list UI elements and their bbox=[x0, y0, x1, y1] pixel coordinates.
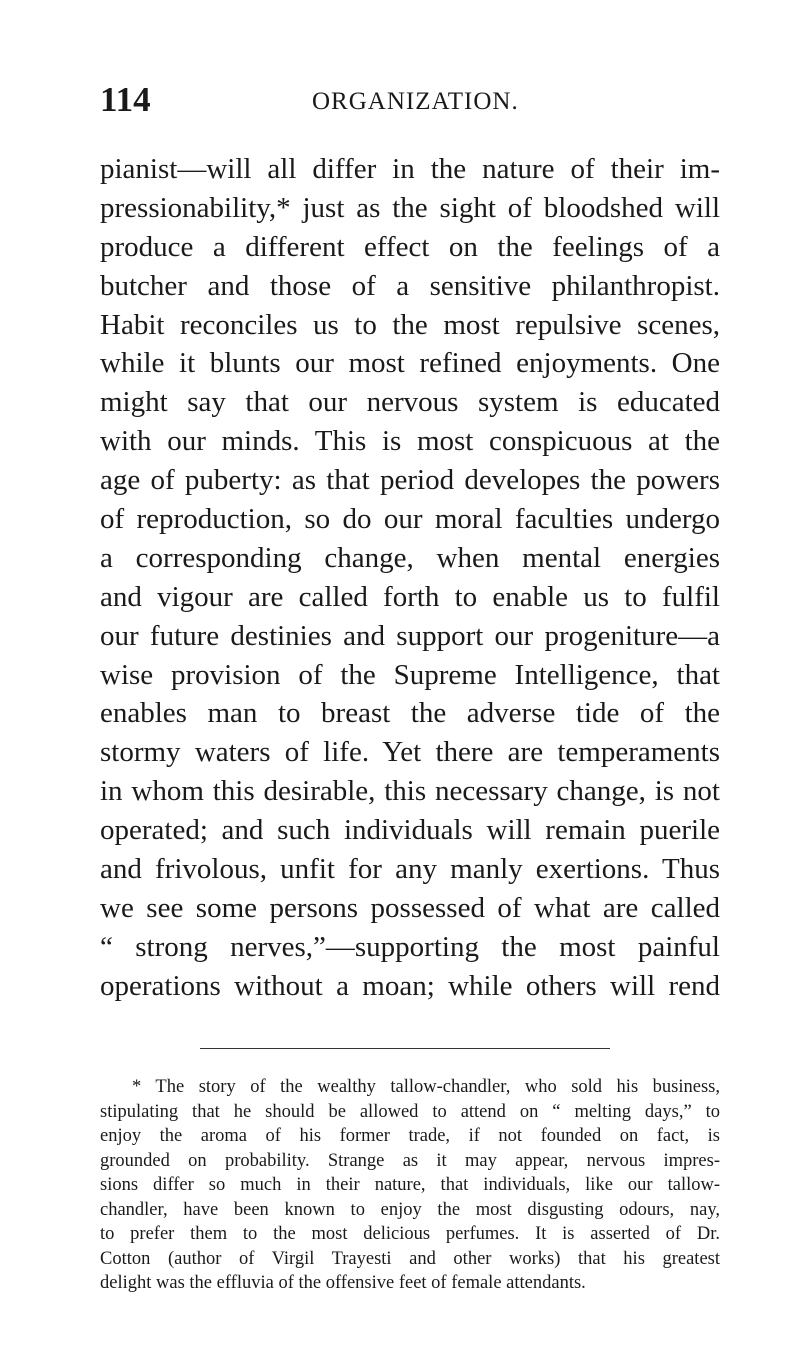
body-line: pianist—will all differ in the nature of their im- bbox=[100, 153, 720, 185]
body-line: pressionability,* just as the sight of bloodshed will bbox=[100, 191, 720, 224]
body-line: with our minds. This is most conspicuous at the bbox=[100, 425, 720, 458]
body-line: and frivolous, unfit for any manly exertions. Thus bbox=[100, 853, 720, 886]
body-line: of reproduction, so do our moral faculties undergo bbox=[100, 503, 720, 536]
footnote-line: Cotton (author of Virgil Trayesti and other works) that his greatest bbox=[100, 1248, 720, 1269]
body-line: enables man to breast the adverse tide of the bbox=[100, 697, 720, 730]
body-line: in whom this desirable, this necessary change, is not bbox=[100, 775, 720, 808]
footnote-line: enjoy the aroma of his former trade, if not founded on fact, is bbox=[100, 1126, 720, 1146]
footnote-line: stipulating that he should be allowed to attend on “ melting days,” to bbox=[100, 1101, 720, 1122]
footnote-line: delight was the effluvia of the offensive feet of female attendants. bbox=[100, 1273, 586, 1293]
footnote-line: grounded on probability. Strange as it may appear, nervous impres- bbox=[100, 1150, 720, 1171]
body-line: while it blunts our most refined enjoyments. One bbox=[100, 347, 720, 380]
body-line: might say that our nervous system is educated bbox=[100, 386, 720, 419]
running-head bbox=[100, 80, 720, 120]
body-line: operated; and such individuals will remain puerile bbox=[100, 814, 720, 847]
body-line: we see some persons possessed of what are called bbox=[100, 891, 720, 924]
footnote-line: chandler, have been known to enjoy the most disgusting odours, nay, bbox=[100, 1199, 720, 1220]
body-line: butcher and those of a sensitive philanthropist. bbox=[100, 269, 720, 302]
body-line: Habit reconciles us to the most repulsive scenes, bbox=[100, 308, 720, 341]
page-number: 114 bbox=[100, 80, 151, 119]
body-line: a corresponding change, when mental energies bbox=[100, 541, 720, 574]
footnote-line: to prefer them to the most delicious perfumes. It is asserted of Dr. bbox=[100, 1224, 720, 1244]
running-title: ORGANIZATION. bbox=[312, 88, 519, 115]
body-line: produce a different effect on the feelings of a bbox=[100, 230, 720, 263]
body-line: and vigour are called forth to enable us to fulfil bbox=[100, 580, 720, 613]
body-line: age of puberty: as that period developes the powers bbox=[100, 464, 720, 497]
footnote-line: * The story of the wealthy tallow-chandler, who sold his business, bbox=[132, 1077, 720, 1097]
footnote bbox=[100, 1075, 720, 1296]
body-line: operations without a moan; while others will rend bbox=[100, 969, 720, 1002]
footnote-line: sions differ so much in their nature, that individuals, like our tallow- bbox=[100, 1175, 720, 1195]
footnote-divider bbox=[200, 1048, 610, 1049]
body-line: our future destinies and support our progeniture—a bbox=[100, 619, 720, 652]
body-line: stormy waters of life. Yet there are temperaments bbox=[100, 736, 720, 769]
body-text bbox=[100, 150, 720, 1006]
body-line: “ strong nerves,”—supporting the most painful bbox=[100, 930, 720, 963]
body-line: wise provision of the Supreme Intelligence, that bbox=[100, 658, 720, 691]
